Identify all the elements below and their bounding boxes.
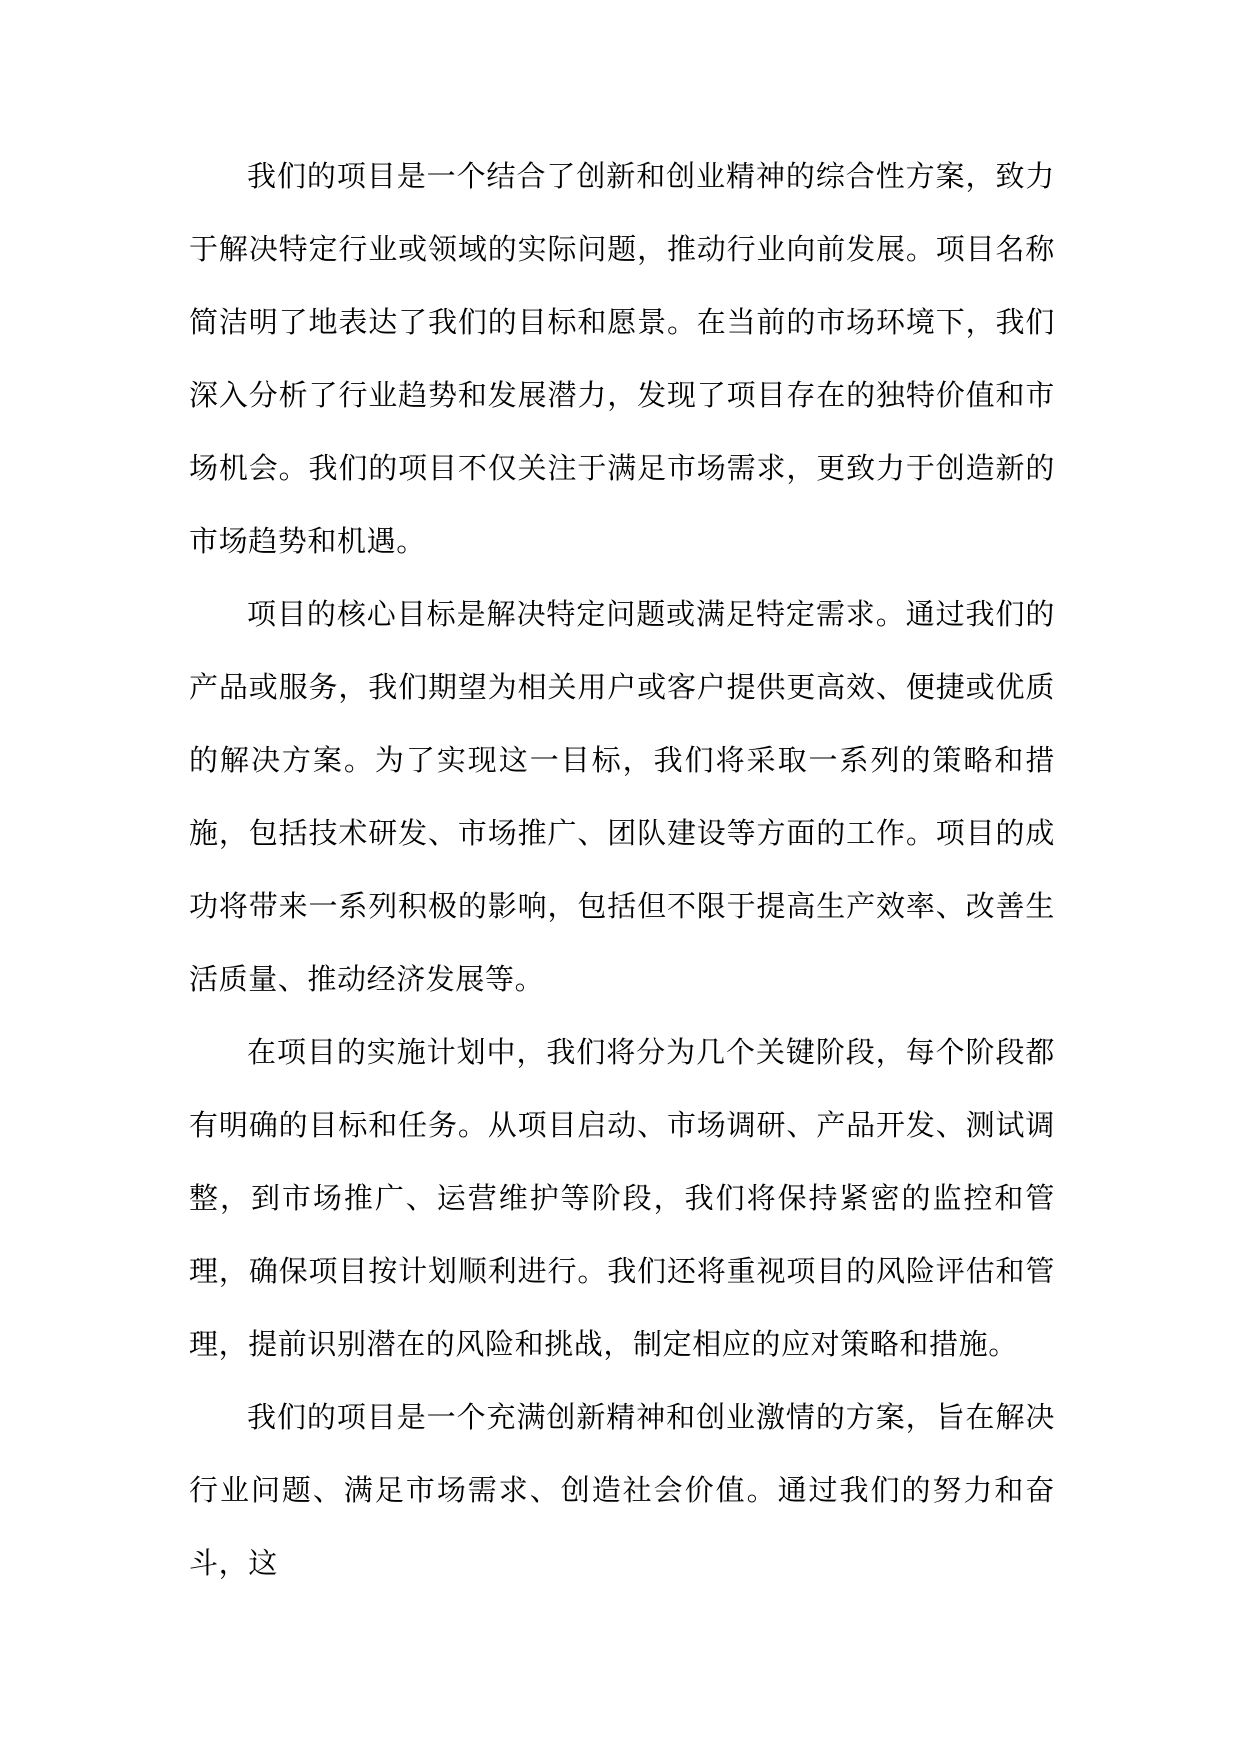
paragraph-3: 在项目的实施计划中，我们将分为几个关键阶段，每个阶段都有明确的目标和任务。从项目启动、市场调研、产品开发、测试调整，到市场推广、运营维护等阶段，我们将保持紧密的监控和管理，确保项目按计划顺利进行。我们还将重视项目的风险评估和管理，提前识别潜在的风险和挑战，制定相应的应对策略和措施。 <box>189 1035 1055 1361</box>
document-body <box>189 140 1055 1600</box>
paragraph-2: 项目的核心目标是解决特定问题或满足特定需求。通过我们的产品或服务，我们期望为相关用户或客户提供更高效、便捷或优质的解决方案。为了实现这一目标，我们将采取一系列的策略和措施，包括技术研发、市场推广、团队建设等方面的工作。项目的成功将带来一系列积极的影响，包括但不限于提高生产效率、改善生活质量、推动经济发展等。 <box>189 597 1055 996</box>
paragraph-4: 我们的项目是一个充满创新精神和创业激情的方案，旨在解决行业问题、满足市场需求、创造社会价值。通过我们的努力和奋斗，这 <box>189 1400 1055 1580</box>
paragraph-1: 我们的项目是一个结合了创新和创业精神的综合性方案，致力于解决特定行业或领域的实际问题，推动行业向前发展。项目名称简洁明了地表达了我们的目标和愿景。在当前的市场环境下，我们深入分析了行业趋势和发展潜力，发现了项目存在的独特价值和市场机会。我们的项目不仅关注于满足市场需求，更致力于创造新的市场趋势和机遇。 <box>189 159 1055 558</box>
